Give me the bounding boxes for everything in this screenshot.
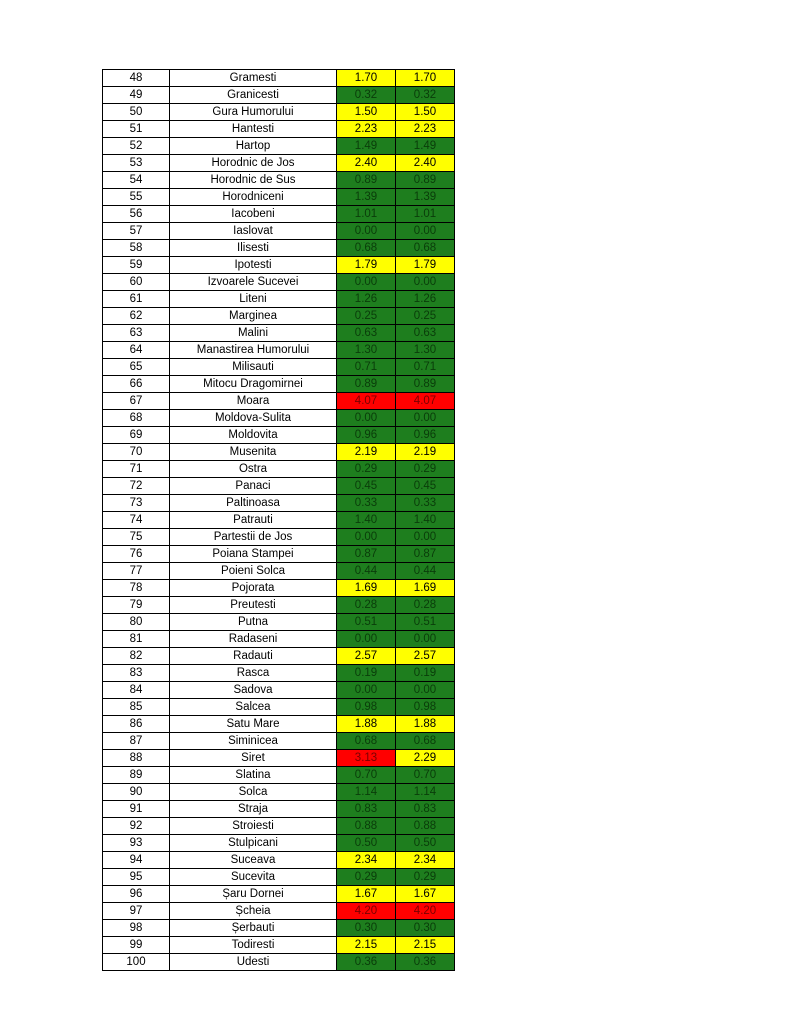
- locality-name-cell: Sadova: [170, 682, 337, 699]
- locality-name-cell: Suceava: [170, 852, 337, 869]
- row-number-cell: 68: [103, 410, 170, 427]
- value-cell-1: 2.34: [337, 852, 396, 869]
- value-cell-2: 1.40: [396, 512, 455, 529]
- value-cell-1: 0.44: [337, 563, 396, 580]
- value-cell-1: 2.23: [337, 121, 396, 138]
- value-cell-1: 0.00: [337, 223, 396, 240]
- row-number-cell: 58: [103, 240, 170, 257]
- value-cell-2: 0.00: [396, 529, 455, 546]
- locality-name-cell: Ipotesti: [170, 257, 337, 274]
- row-number-cell: 82: [103, 648, 170, 665]
- table-row: [103, 631, 455, 648]
- value-cell-1: 0.00: [337, 274, 396, 291]
- value-cell-1: 1.69: [337, 580, 396, 597]
- value-cell-1: 4.20: [337, 903, 396, 920]
- row-number-cell: 49: [103, 87, 170, 104]
- table-row: [103, 376, 455, 393]
- locality-name-cell: Rasca: [170, 665, 337, 682]
- table-row: [103, 240, 455, 257]
- row-number-cell: 66: [103, 376, 170, 393]
- value-cell-1: 4.07: [337, 393, 396, 410]
- value-cell-1: 0.83: [337, 801, 396, 818]
- value-cell-1: 0.71: [337, 359, 396, 376]
- table-row: [103, 70, 455, 87]
- locality-name-cell: Ilisesti: [170, 240, 337, 257]
- row-number-cell: 65: [103, 359, 170, 376]
- locality-name-cell: Todiresti: [170, 937, 337, 954]
- value-cell-2: 1.88: [396, 716, 455, 733]
- value-cell-1: 0.45: [337, 478, 396, 495]
- table-row: [103, 274, 455, 291]
- locality-name-cell: Liteni: [170, 291, 337, 308]
- locality-name-cell: Satu Mare: [170, 716, 337, 733]
- locality-name-cell: Marginea: [170, 308, 337, 325]
- table-row: [103, 886, 455, 903]
- row-number-cell: 95: [103, 869, 170, 886]
- table-row: [103, 580, 455, 597]
- table-row: [103, 87, 455, 104]
- value-cell-2: 2.57: [396, 648, 455, 665]
- row-number-cell: 59: [103, 257, 170, 274]
- value-cell-1: 0.30: [337, 920, 396, 937]
- value-cell-1: 2.15: [337, 937, 396, 954]
- row-number-cell: 52: [103, 138, 170, 155]
- table-row: [103, 614, 455, 631]
- value-cell-2: 0.51: [396, 614, 455, 631]
- row-number-cell: 48: [103, 70, 170, 87]
- value-cell-2: 0.29: [396, 869, 455, 886]
- table-row: [103, 920, 455, 937]
- row-number-cell: 79: [103, 597, 170, 614]
- locality-name-cell: Straja: [170, 801, 337, 818]
- row-number-cell: 50: [103, 104, 170, 121]
- value-cell-2: 0.50: [396, 835, 455, 852]
- table-row: [103, 393, 455, 410]
- locality-name-cell: Șcheia: [170, 903, 337, 920]
- table-row: [103, 716, 455, 733]
- table-row: [103, 767, 455, 784]
- value-cell-2: 0.33: [396, 495, 455, 512]
- value-cell-1: 0.50: [337, 835, 396, 852]
- table-row: [103, 342, 455, 359]
- row-number-cell: 71: [103, 461, 170, 478]
- value-cell-2: 0.00: [396, 631, 455, 648]
- table-row: [103, 648, 455, 665]
- locality-name-cell: Radauti: [170, 648, 337, 665]
- table-row: [103, 665, 455, 682]
- table-row: [103, 121, 455, 138]
- table-row: [103, 563, 455, 580]
- value-cell-2: 0.29: [396, 461, 455, 478]
- table-row: [103, 954, 455, 971]
- row-number-cell: 51: [103, 121, 170, 138]
- locality-name-cell: Horodnic de Jos: [170, 155, 337, 172]
- value-cell-2: 0.45: [396, 478, 455, 495]
- value-cell-2: 2.40: [396, 155, 455, 172]
- row-number-cell: 86: [103, 716, 170, 733]
- value-cell-2: 2.23: [396, 121, 455, 138]
- row-number-cell: 93: [103, 835, 170, 852]
- value-cell-2: 1.49: [396, 138, 455, 155]
- locality-name-cell: Siret: [170, 750, 337, 767]
- row-number-cell: 99: [103, 937, 170, 954]
- row-number-cell: 62: [103, 308, 170, 325]
- table-row: [103, 444, 455, 461]
- locality-name-cell: Paltinoasa: [170, 495, 337, 512]
- row-number-cell: 90: [103, 784, 170, 801]
- locality-name-cell: Hantesti: [170, 121, 337, 138]
- row-number-cell: 69: [103, 427, 170, 444]
- value-cell-2: 1.14: [396, 784, 455, 801]
- locality-name-cell: Ostra: [170, 461, 337, 478]
- value-cell-2: 0.25: [396, 308, 455, 325]
- table-row: [103, 699, 455, 716]
- row-number-cell: 74: [103, 512, 170, 529]
- locality-name-cell: Poieni Solca: [170, 563, 337, 580]
- table-row: [103, 512, 455, 529]
- locality-name-cell: Gura Humorului: [170, 104, 337, 121]
- row-number-cell: 87: [103, 733, 170, 750]
- locality-name-cell: Sucevita: [170, 869, 337, 886]
- table-row: [103, 903, 455, 920]
- row-number-cell: 83: [103, 665, 170, 682]
- table-row: [103, 308, 455, 325]
- value-cell-2: 0.00: [396, 223, 455, 240]
- locality-name-cell: Moldovita: [170, 427, 337, 444]
- value-cell-2: 0.28: [396, 597, 455, 614]
- row-number-cell: 53: [103, 155, 170, 172]
- row-number-cell: 89: [103, 767, 170, 784]
- table-row: [103, 189, 455, 206]
- value-cell-1: 1.30: [337, 342, 396, 359]
- value-cell-2: 1.79: [396, 257, 455, 274]
- row-number-cell: 84: [103, 682, 170, 699]
- table-row: [103, 784, 455, 801]
- locality-name-cell: Malini: [170, 325, 337, 342]
- row-number-cell: 80: [103, 614, 170, 631]
- value-cell-2: 0.98: [396, 699, 455, 716]
- value-cell-1: 1.79: [337, 257, 396, 274]
- row-number-cell: 64: [103, 342, 170, 359]
- value-cell-1: 1.26: [337, 291, 396, 308]
- locality-name-cell: Milisauti: [170, 359, 337, 376]
- locality-name-cell: Horodniceni: [170, 189, 337, 206]
- value-cell-1: 0.70: [337, 767, 396, 784]
- row-number-cell: 70: [103, 444, 170, 461]
- row-number-cell: 100: [103, 954, 170, 971]
- locality-name-cell: Pojorata: [170, 580, 337, 597]
- table-row: [103, 478, 455, 495]
- value-cell-1: 0.28: [337, 597, 396, 614]
- value-cell-1: 0.51: [337, 614, 396, 631]
- locality-name-cell: Preutesti: [170, 597, 337, 614]
- table-row: [103, 410, 455, 427]
- value-cell-2: 0.00: [396, 682, 455, 699]
- table-row: [103, 172, 455, 189]
- table-row: [103, 597, 455, 614]
- value-cell-2: 0.87: [396, 546, 455, 563]
- value-cell-1: 1.67: [337, 886, 396, 903]
- table-row: [103, 104, 455, 121]
- value-cell-1: 2.57: [337, 648, 396, 665]
- table-row: [103, 869, 455, 886]
- value-cell-2: 4.20: [396, 903, 455, 920]
- value-cell-1: 0.87: [337, 546, 396, 563]
- value-cell-1: 0.88: [337, 818, 396, 835]
- value-cell-2: 0.88: [396, 818, 455, 835]
- row-number-cell: 67: [103, 393, 170, 410]
- value-cell-1: 0.00: [337, 631, 396, 648]
- table-row: [103, 546, 455, 563]
- value-cell-2: 1.39: [396, 189, 455, 206]
- value-cell-1: 0.96: [337, 427, 396, 444]
- value-cell-1: 1.70: [337, 70, 396, 87]
- table-row: [103, 291, 455, 308]
- locality-name-cell: Putna: [170, 614, 337, 631]
- table-row: [103, 223, 455, 240]
- value-cell-1: 0.36: [337, 954, 396, 971]
- locality-name-cell: Gramesti: [170, 70, 337, 87]
- row-number-cell: 98: [103, 920, 170, 937]
- value-cell-2: 0.00: [396, 274, 455, 291]
- value-cell-1: 2.19: [337, 444, 396, 461]
- table-row: [103, 257, 455, 274]
- table-row: [103, 427, 455, 444]
- value-cell-1: 3.13: [337, 750, 396, 767]
- table-body: [103, 70, 455, 971]
- table-row: [103, 852, 455, 869]
- value-cell-1: 0.00: [337, 529, 396, 546]
- locality-name-cell: Șaru Dornei: [170, 886, 337, 903]
- value-cell-1: 0.32: [337, 87, 396, 104]
- row-number-cell: 76: [103, 546, 170, 563]
- value-cell-2: 0.68: [396, 733, 455, 750]
- row-number-cell: 61: [103, 291, 170, 308]
- value-cell-2: 1.69: [396, 580, 455, 597]
- value-cell-1: 1.01: [337, 206, 396, 223]
- table-row: [103, 835, 455, 852]
- locality-name-cell: Musenita: [170, 444, 337, 461]
- value-cell-2: 0.19: [396, 665, 455, 682]
- value-cell-2: 1.67: [396, 886, 455, 903]
- row-number-cell: 91: [103, 801, 170, 818]
- locality-name-cell: Hartop: [170, 138, 337, 155]
- table-row: [103, 733, 455, 750]
- locality-name-cell: Radaseni: [170, 631, 337, 648]
- row-number-cell: 75: [103, 529, 170, 546]
- value-cell-2: 0.71: [396, 359, 455, 376]
- locality-name-cell: Iaslovat: [170, 223, 337, 240]
- value-cell-1: 1.39: [337, 189, 396, 206]
- value-cell-2: 2.34: [396, 852, 455, 869]
- locality-name-cell: Partestii de Jos: [170, 529, 337, 546]
- row-number-cell: 96: [103, 886, 170, 903]
- row-number-cell: 73: [103, 495, 170, 512]
- row-number-cell: 77: [103, 563, 170, 580]
- value-cell-2: 0.63: [396, 325, 455, 342]
- table-row: [103, 682, 455, 699]
- value-cell-1: 1.88: [337, 716, 396, 733]
- locality-name-cell: Moara: [170, 393, 337, 410]
- locality-name-cell: Solca: [170, 784, 337, 801]
- row-number-cell: 55: [103, 189, 170, 206]
- row-number-cell: 60: [103, 274, 170, 291]
- locality-name-cell: Panaci: [170, 478, 337, 495]
- value-cell-1: 0.89: [337, 172, 396, 189]
- value-cell-2: 2.15: [396, 937, 455, 954]
- value-cell-2: 1.30: [396, 342, 455, 359]
- row-number-cell: 97: [103, 903, 170, 920]
- value-cell-1: 0.89: [337, 376, 396, 393]
- value-cell-1: 0.00: [337, 682, 396, 699]
- value-cell-2: 0.96: [396, 427, 455, 444]
- table-row: [103, 529, 455, 546]
- value-cell-2: 0.36: [396, 954, 455, 971]
- table-row: [103, 138, 455, 155]
- row-number-cell: 78: [103, 580, 170, 597]
- locality-name-cell: Iacobeni: [170, 206, 337, 223]
- row-number-cell: 57: [103, 223, 170, 240]
- value-cell-2: 0.00: [396, 410, 455, 427]
- value-cell-2: 1.01: [396, 206, 455, 223]
- value-cell-1: 0.33: [337, 495, 396, 512]
- row-number-cell: 92: [103, 818, 170, 835]
- locality-name-cell: Slatina: [170, 767, 337, 784]
- value-cell-2: 0.89: [396, 172, 455, 189]
- locality-name-cell: Manastirea Humorului: [170, 342, 337, 359]
- value-cell-1: 2.40: [337, 155, 396, 172]
- value-cell-1: 1.14: [337, 784, 396, 801]
- locality-name-cell: Horodnic de Sus: [170, 172, 337, 189]
- value-cell-1: 0.29: [337, 461, 396, 478]
- data-table: [102, 69, 455, 971]
- table-row: [103, 206, 455, 223]
- table-row: [103, 155, 455, 172]
- table-row: [103, 495, 455, 512]
- value-cell-2: 1.70: [396, 70, 455, 87]
- value-cell-2: 1.50: [396, 104, 455, 121]
- locality-name-cell: Siminicea: [170, 733, 337, 750]
- table-row: [103, 801, 455, 818]
- row-number-cell: 72: [103, 478, 170, 495]
- row-number-cell: 63: [103, 325, 170, 342]
- locality-name-cell: Stulpicani: [170, 835, 337, 852]
- value-cell-2: 2.29: [396, 750, 455, 767]
- value-cell-2: 4.07: [396, 393, 455, 410]
- value-cell-2: 1.26: [396, 291, 455, 308]
- value-cell-1: 0.68: [337, 733, 396, 750]
- value-cell-2: 0.30: [396, 920, 455, 937]
- locality-name-cell: Stroiesti: [170, 818, 337, 835]
- value-cell-1: 1.49: [337, 138, 396, 155]
- row-number-cell: 54: [103, 172, 170, 189]
- table-row: [103, 461, 455, 478]
- row-number-cell: 88: [103, 750, 170, 767]
- table-row: [103, 325, 455, 342]
- value-cell-1: 0.29: [337, 869, 396, 886]
- value-cell-1: 0.63: [337, 325, 396, 342]
- table-row: [103, 359, 455, 376]
- value-cell-1: 0.98: [337, 699, 396, 716]
- locality-name-cell: Șerbauti: [170, 920, 337, 937]
- value-cell-2: 0.68: [396, 240, 455, 257]
- table-row: [103, 750, 455, 767]
- row-number-cell: 81: [103, 631, 170, 648]
- locality-name-cell: Poiana Stampei: [170, 546, 337, 563]
- value-cell-1: 1.40: [337, 512, 396, 529]
- locality-name-cell: Mitocu Dragomirnei: [170, 376, 337, 393]
- value-cell-2: 0.70: [396, 767, 455, 784]
- value-cell-2: 0.89: [396, 376, 455, 393]
- table-row: [103, 818, 455, 835]
- row-number-cell: 85: [103, 699, 170, 716]
- value-cell-2: 0.44: [396, 563, 455, 580]
- value-cell-2: 0.32: [396, 87, 455, 104]
- row-number-cell: 56: [103, 206, 170, 223]
- locality-name-cell: Patrauti: [170, 512, 337, 529]
- value-cell-2: 0.83: [396, 801, 455, 818]
- table-row: [103, 937, 455, 954]
- row-number-cell: 94: [103, 852, 170, 869]
- locality-name-cell: Moldova-Sulita: [170, 410, 337, 427]
- locality-name-cell: Udesti: [170, 954, 337, 971]
- value-cell-1: 0.68: [337, 240, 396, 257]
- locality-name-cell: Granicesti: [170, 87, 337, 104]
- value-cell-1: 0.25: [337, 308, 396, 325]
- locality-name-cell: Salcea: [170, 699, 337, 716]
- value-cell-1: 0.00: [337, 410, 396, 427]
- value-cell-1: 1.50: [337, 104, 396, 121]
- value-cell-2: 2.19: [396, 444, 455, 461]
- value-cell-1: 0.19: [337, 665, 396, 682]
- locality-name-cell: Izvoarele Sucevei: [170, 274, 337, 291]
